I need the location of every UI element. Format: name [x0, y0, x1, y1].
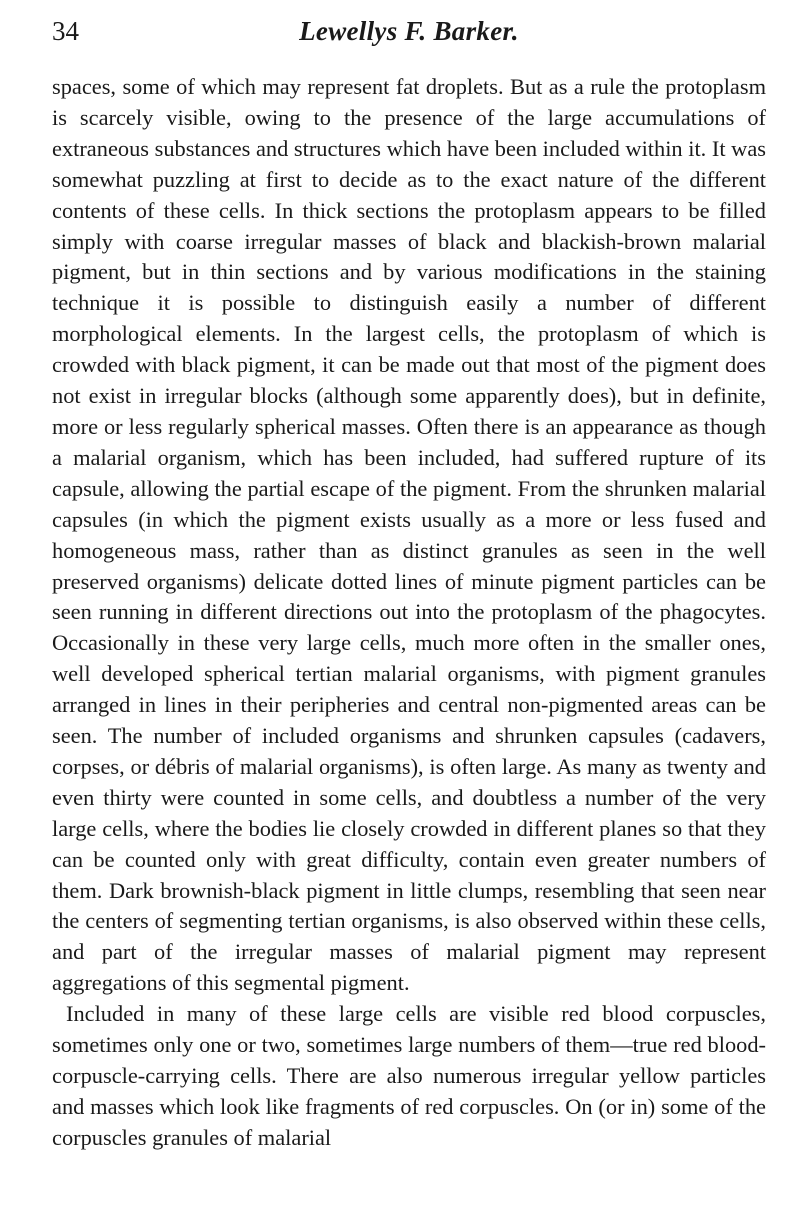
paragraph: Included in many of these large cells are visible red blood corpuscles, sometimes only one or two, sometimes large numbers of them—true red blood-corpuscle-carrying cells. There are also numerous irregular yellow particles and masses which look like fragments of red corpuscles. On (or in) some of the corpuscles granules of malarial: [52, 1001, 766, 1150]
running-title: Lewellys F. Barker.: [299, 16, 519, 46]
paragraph-continued: spaces, some of which may represent fat droplets. But as a rule the protoplasm is scarcely visible, owing to the presence of the large accumulations of extraneous substances and structures which have been included within it. It was somewhat puzzling at first to decide as to the exact nature of the different contents of these cells. In thick sections the protoplasm appears to be filled simply with coarse irregular masses of black and blackish-brown malarial pigment, but in thin sections and by various modifications in the staining technique it is possible to distinguish easily a number of different morphological elements. In the largest cells, the protoplasm of which is crowded with black pigment, it can be made out that most of the pigment does not exist in irregular blocks (although some apparently does), but in definite, more or less regularly spherical masses. Often there is an appearance as though a malarial organism, which has been included, had suffered rupture of its capsule, allowing the partial escape of the pigment. From the shrunken malarial capsules (in which the pigment exists usually as a more or less fused and homogeneous mass, rather than as distinct granules as seen in the well preserved organisms) delicate dotted lines of minute pigment particles can be seen running in different directions out into the protoplasm of the phagocytes. Occasionally in these very large cells, much more often in the smaller ones, well developed spherical tertian malarial organisms, with pigment granules arranged in lines in their peripheries and central non-pigmented areas can be seen. The number of included organisms and shrunken capsules (cadavers, corpses, or débris of malarial organisms), is often large. As many as twenty and even thirty were counted in some cells, and doubtless a number of the very large cells, where the bodies lie closely crowded in different planes so that they can be counted only with great difficulty, contain even greater numbers of them. Dark brownish-black pigment in little clumps, resembling that seen near the centers of segmenting tertian organisms, is also observed within these cells, and part of the irregular masses of malarial pigment may represent aggregations of this segmental pigment.: [52, 74, 766, 996]
body-text: [52, 72, 766, 1154]
running-head: [52, 14, 766, 48]
page-number: 34: [52, 16, 79, 46]
